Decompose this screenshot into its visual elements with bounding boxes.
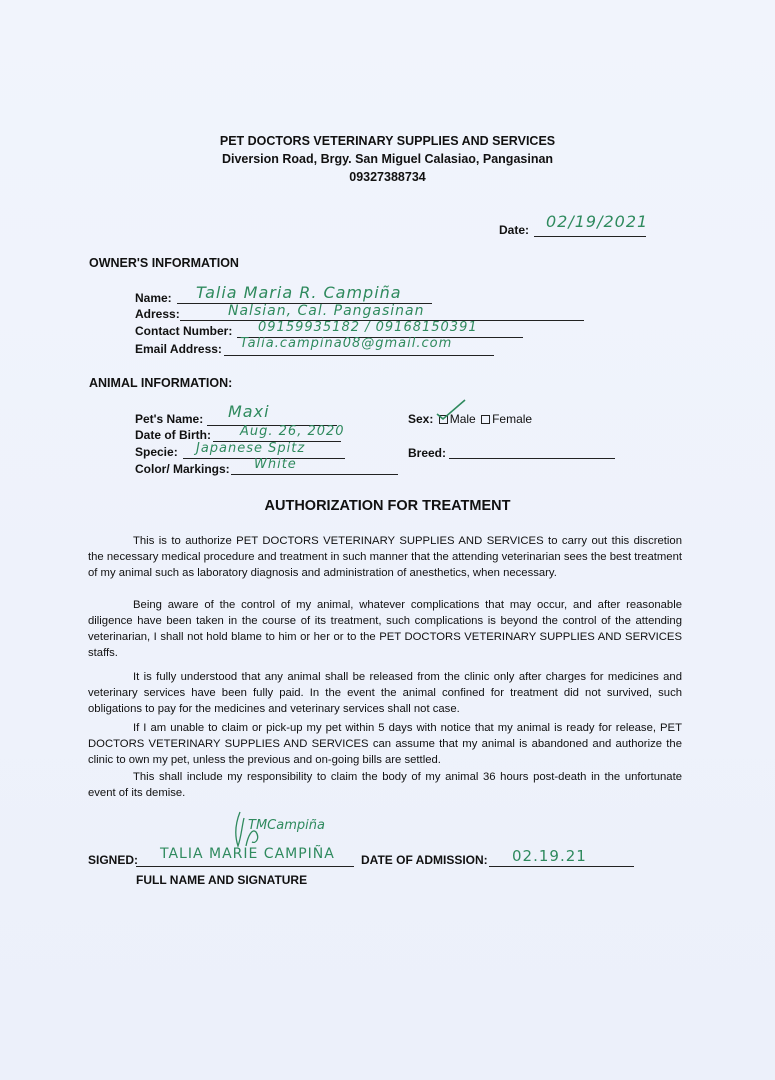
color-value: White	[254, 457, 297, 472]
company-address: Diversion Road, Brgy. San Miguel Calasiao, Pangasinan	[221, 152, 554, 166]
owner-email-label: Email Address:	[135, 342, 222, 356]
sex-label: Sex:	[408, 412, 434, 426]
sex-field	[408, 412, 532, 426]
female-checkbox[interactable]	[481, 415, 490, 424]
male-option-label: Male	[449, 412, 476, 426]
dob-label: Date of Birth:	[135, 428, 211, 442]
owner-contact-label: Contact Number:	[135, 324, 233, 338]
full-name-label: FULL NAME AND SIGNATURE	[136, 873, 308, 887]
specie-label: Specie:	[135, 445, 178, 459]
authorization-paragraph-4: If I am unable to claim or pick-up my pet within 5 days with notice that my animal is ready for release, PET DOCTORS VETERINARY SUPPLIES AND SERVICES can assume that my animal is abandoned and authorize the clinic to own my pet, unless the previous and on-going bills are settled.	[88, 722, 682, 766]
signed-label: SIGNED:	[88, 853, 139, 867]
owner-email-value: Talia.campina08@gmail.com	[240, 336, 453, 351]
admission-value: 02.19.21	[512, 847, 587, 865]
animal-section-title: ANIMAL INFORMATION:	[89, 376, 233, 390]
authorization-paragraph-5: This shall include my responsibility to claim the body of my animal 36 hours post-death in the unfortunate event of its demise.	[88, 771, 682, 799]
date-value: 02/19/2021	[546, 212, 649, 231]
signature-mark: TMCampiña	[248, 818, 325, 833]
authorization-paragraph-1: This is to authorize PET DOCTORS VETERINARY SUPPLIES AND SERVICES to carry out this discretion the necessary medical procedure and treatment in such manner that the attending veterinarian sees the best treatment of my animal such as laboratory diagnosis and administration of anesthetics, when necessary.	[88, 535, 682, 579]
breed-line	[449, 458, 615, 459]
male-check-mark	[434, 398, 468, 422]
owner-address-value: Nalsian, Cal. Pangasinan	[228, 303, 425, 319]
owner-name-label: Name:	[135, 291, 172, 305]
date-line	[534, 236, 646, 237]
color-label: Color/ Markings:	[135, 462, 230, 476]
owner-name-value: Talia Maria R. Campiña	[196, 283, 402, 302]
owner-address-label: Adress:	[135, 307, 180, 321]
owner-email-line	[224, 355, 494, 356]
authorization-title: AUTHORIZATION FOR TREATMENT	[264, 498, 511, 514]
company-name: PET DOCTORS VETERINARY SUPPLIES AND SERVICES	[219, 134, 556, 148]
company-phone: 09327388734	[349, 170, 426, 184]
authorization-paragraph-2: Being aware of the control of my animal, whatever complications that may occur, and after reasonable diligence have been taken in the course of its treatment, such complications is beyond the control of the attending veterinarian, I shall not hold blame to him or her or to the PET DOCTORS VETERINARY SUPPLIES AND SERVICES staffs.	[88, 599, 682, 659]
dob-value: Aug. 26, 2020	[240, 424, 345, 439]
color-line	[231, 474, 398, 475]
date-label: Date:	[499, 223, 530, 237]
signed-value: TALIA MARIE CAMPIÑA	[160, 846, 335, 862]
breed-label: Breed:	[408, 446, 447, 460]
pet-name-label: Pet's Name:	[135, 412, 204, 426]
pet-name-value: Maxi	[228, 402, 270, 421]
authorization-paragraph-3: It is fully understood that any animal shall be released from the clinic only after charges for medicines and veterinary services have been fully paid. In the event the animal confined for treatment did not survived, such obligations to pay for the medicines and veterinary services shall not case.	[88, 671, 682, 715]
female-option-label: Female	[492, 412, 533, 426]
specie-value: Japanese Spitz	[196, 441, 306, 456]
owner-section-title: OWNER'S INFORMATION	[89, 256, 239, 270]
admission-line	[489, 866, 634, 867]
owner-contact-value: 09159935182 / 09168150391	[258, 320, 478, 335]
admission-label: DATE OF ADMISSION:	[361, 853, 488, 867]
signed-line	[136, 866, 354, 867]
